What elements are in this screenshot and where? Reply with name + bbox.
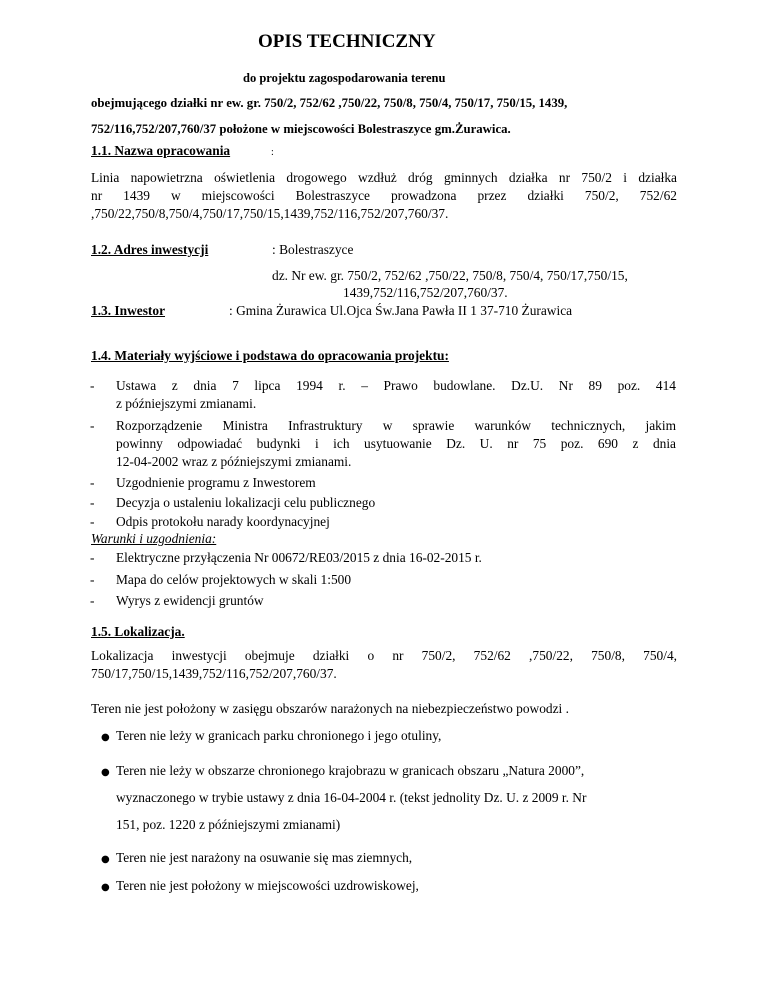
section-1-1-colon: : [271, 147, 274, 158]
section-1-1-line-3: ,750/22,750/8,750/4,750/17,750/15,1439,752/116,752/207,760/37. [91, 206, 449, 221]
conditions-heading: Warunki i uzgodnienia: [91, 531, 217, 546]
flood-statement: Teren nie jest położony w zasięgu obszarów narażonych na niebezpieczeństwo powodzi . [91, 701, 569, 716]
bullet-icon: ● [101, 767, 110, 778]
materials-item-2-line-3: 12-04-2002 wraz z późniejszymi zmianami. [116, 454, 352, 469]
investment-address: : Bolestraszyce [272, 242, 354, 257]
list-dash: - [90, 593, 95, 608]
bullet-icon: ● [101, 732, 110, 743]
site-condition-2-line-2: wyznaczonego w trybie ustawy z dnia 16-04-2004 r. (tekst jednolity Dz. U. z 2009 r. Nr [116, 790, 587, 805]
document-title: OPIS TECHNICZNY [258, 31, 436, 52]
site-condition-3: Teren nie jest narażony na osuwanie się mas ziemnych, [116, 850, 413, 865]
bullet-icon: ● [101, 854, 110, 865]
investment-parcels-line-1: dz. Nr ew. gr. 750/2, 752/62 ,750/22, 750/8, 750/4, 750/17,750/15, [272, 268, 628, 283]
site-condition-4: Teren nie jest położony w miejscowości uzdrowiskowej, [116, 878, 419, 893]
list-dash: - [90, 514, 95, 529]
scope-line-2: 752/116,752/207,760/37 położone w miejscowości Bolestraszyce gm.Żurawica. [91, 122, 511, 136]
location-line-1: Lokalizacja inwestycji obejmuje działki o nr 750/2, 752/62 ,750/22, 750/8, 750/4, [91, 648, 677, 663]
list-dash: - [90, 475, 95, 490]
conditions-item-2: Mapa do celów projektowych w skali 1:500 [116, 572, 352, 587]
list-dash: - [90, 550, 95, 565]
section-1-2-heading: 1.2. Adres inwestycji [91, 242, 209, 257]
site-condition-2-line-3: 151, poz. 1220 z późniejszymi zmianami) [116, 817, 341, 832]
section-1-5-heading: 1.5. Lokalizacja. [91, 624, 185, 639]
materials-item-2-line-1: Rozporządzenie Ministra Infrastruktury w sprawie warunków technicznych, jakim [116, 418, 676, 433]
list-dash: - [90, 378, 95, 393]
list-dash: - [90, 572, 95, 587]
section-1-1-line-2: nr 1439 w miejscowości Bolestraszyce prowadzona przez działki 750/2, 752/62 [91, 188, 677, 203]
materials-item-2-line-2: powinny odpowiadać budynki i ich usytuowanie Dz. U. nr 75 poz. 690 z dnia [116, 436, 676, 451]
materials-item-4: Decyzja o ustaleniu lokalizacji celu publicznego [116, 495, 376, 510]
section-1-1-heading: 1.1. Nazwa opracowania [91, 143, 231, 158]
location-line-2: 750/17,750/15,1439,752/116,752/207,760/37. [91, 666, 337, 681]
section-1-3-heading: 1.3. Inwestor [91, 303, 166, 318]
materials-item-5: Odpis protokołu narady koordynacyjnej [116, 514, 330, 529]
conditions-item-1: Elektryczne przyłączenia Nr 00672/RE03/2015 z dnia 16-02-2015 r. [116, 550, 482, 565]
materials-item-3: Uzgodnienie programu z Inwestorem [116, 475, 316, 490]
materials-item-1-line-2: z późniejszymi zmianami. [116, 396, 257, 411]
materials-item-1-line-1: Ustawa z dnia 7 lipca 1994 r. – Prawo budowlane. Dz.U. Nr 89 poz. 414 [116, 378, 676, 393]
site-condition-1: Teren nie leży w granicach parku chronionego i jego otuliny, [116, 728, 442, 743]
list-dash: - [90, 418, 95, 433]
bullet-icon: ● [101, 882, 110, 893]
site-condition-2-line-1: Teren nie leży w obszarze chronionego krajobrazu w granicach obszaru „Natura 2000”, [116, 763, 585, 778]
section-1-1-line-1: Linia napowietrzna oświetlenia drogowego wzdłuż dróg gminnych działka nr 750/2 i działka [91, 170, 677, 185]
list-dash: - [90, 495, 95, 510]
document-subtitle: do projektu zagospodarowania terenu [243, 71, 446, 85]
section-1-4-heading: 1.4. Materiały wyjściowe i podstawa do opracowania projektu: [91, 348, 449, 363]
investor-value: : Gmina Żurawica Ul.Ojca Św.Jana Pawła II 1 37-710 Żurawica [229, 303, 573, 318]
conditions-item-3: Wyrys z ewidencji gruntów [116, 593, 264, 608]
scope-line-1: obejmującego działki nr ew. gr. 750/2, 752/62 ,750/22, 750/8, 750/4, 750/17, 750/15, 1439, [91, 96, 568, 110]
investment-parcels-line-2: 1439,752/116,752/207,760/37. [343, 285, 508, 300]
